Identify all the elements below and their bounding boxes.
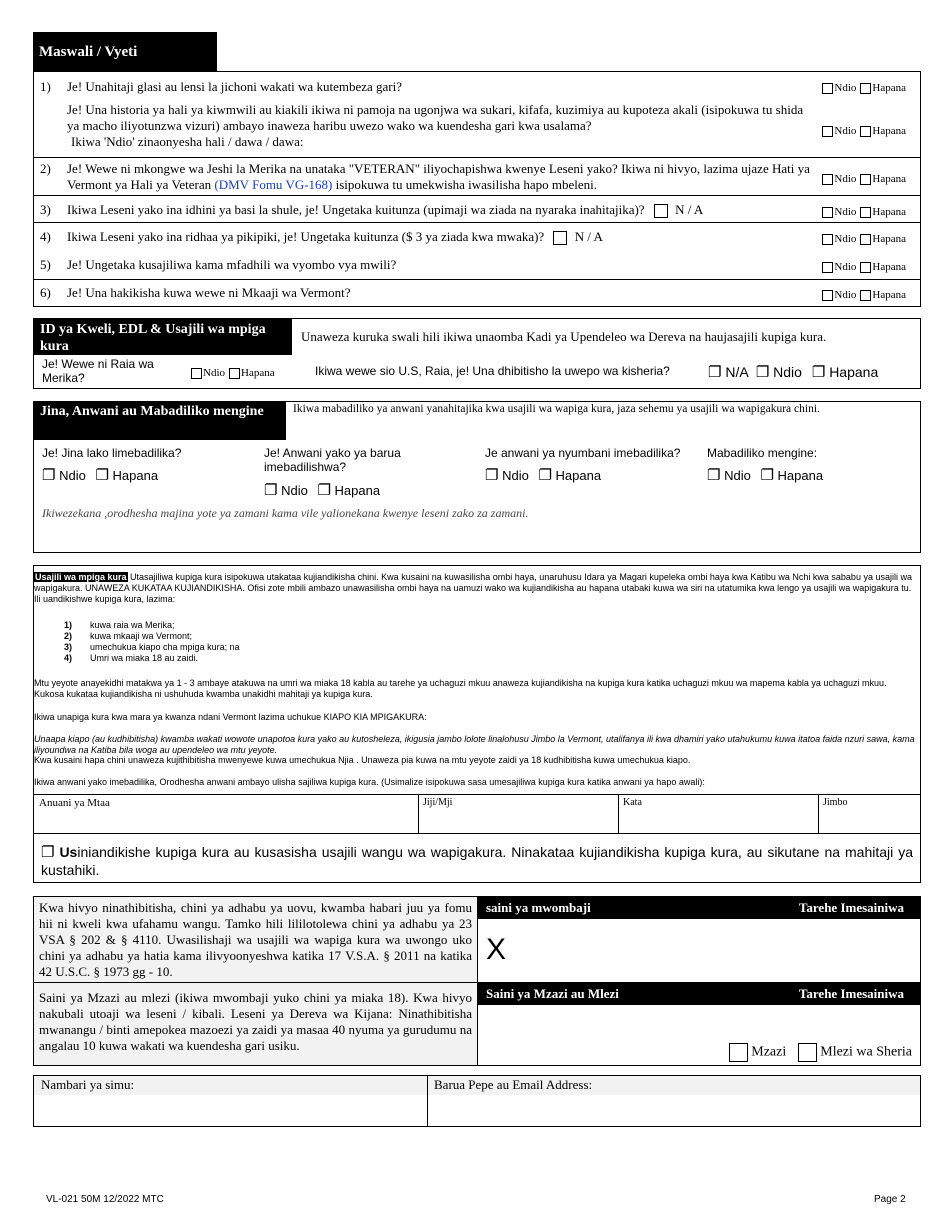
yes-checkbox[interactable]: ❐ (42, 466, 56, 484)
state-field[interactable]: Jimbo (823, 797, 848, 808)
voter-paragraph-4: Ikiwa anwani yako imebadilika, Orodhesha anwani ambayo ulisha sajiliwa kupiga kura. (Usimalize isipokuwa sasa umesajiliwa kupiga kura katika anwani ya hapo awali): (34, 777, 705, 787)
question-number: 5) (40, 257, 51, 272)
yes-no-pair: Ndio Hapana (822, 286, 910, 304)
question-text: Je! Una hakikisha kuwa wewe ni Mkaaji wa Vermont? (67, 285, 351, 300)
na-checkbox[interactable] (654, 204, 668, 218)
decline-registration: ❐ Usiniandikishe kupiga kura au kusasisha usajili wangu wa wapigakura. Ninakataa kujiandikisha kupiga kura, au sikutane na mahitaji ya kustahiki. (41, 843, 913, 878)
email-label: Barua Pepe au Email Address: (428, 1076, 920, 1095)
yes-no-pair: Ndio Hapana (822, 258, 910, 276)
no-checkbox[interactable]: ❐ (760, 466, 774, 484)
certification-text: Kwa hivyo ninathibitisha, chini ya adhabu ya uovu, kwamba habari juu ya fomu hii ni kweli kwa ufahamu wangu. Tamko hili lililotolewa chini ya adhabu ya 23 VSA § 202 & § 4110. Uwasilishaji wa usajili wa wapiga kura wa uwongo uko chini ya adhabu ya hatia kama ilivyoonyeshwa katika 17 V.S.A. § 2011 na katika 42 U.S.C. § 1973 gg - 10. (34, 897, 478, 983)
question-number: 4) (40, 229, 51, 244)
no-checkbox[interactable]: ❐ (538, 466, 552, 484)
yes-no-pair: Ndio Hapana (822, 79, 910, 97)
no-checkbox[interactable]: ❐ (95, 466, 109, 484)
applicant-signature-header: saini ya mwombaji Tarehe Imesainiwa (478, 897, 920, 919)
other-changes-question: Mabadiliko mengine: (707, 446, 818, 460)
questions-section (33, 71, 921, 307)
voter-registration-tag: Usajili wa mpiga kura (35, 572, 127, 582)
section-header-real-id: ID ya Kweli, EDL & Usajili wa mpiga kura (34, 319, 292, 355)
question-text: Ikiwa Leseni yako ina idhini ya basi la shule, je! Ungetaka kuitunza (upimaji wa ziada na nyaraka inahitajika)? N / A (67, 202, 704, 217)
yes-no-pair: Ndio Hapana (822, 122, 910, 140)
no-checkbox[interactable] (860, 207, 871, 218)
voter-registration-section (33, 565, 921, 883)
requirement-item: 3) umechukua kiapo cha mpiga kura; na (64, 642, 240, 652)
name-address-section (33, 401, 921, 553)
voter-paragraph-3: Kwa kusaini hapa chini unaweza kujithibitisha mwenyewe kuwa umechukua Njia . Unaweza pia kuwa na mtu yeyote zaidi ya 18 kudhibitisha kuwa umechukua kiapo. (34, 755, 691, 765)
home-address-options: ❐ Ndio ❐ Hapana (485, 466, 602, 484)
mail-address-question: Je! Anwani yako ya barua imebadilishwa? (264, 446, 401, 474)
real-id-note: Unaweza kuruka swali hili ikiwa unaomba Kadi ya Upendeleo wa Dereva na haujasajili kupiga kura. (301, 329, 827, 344)
page-number: Page 2 (874, 1194, 906, 1205)
no-checkbox[interactable] (229, 368, 240, 379)
section-header-name-address: Jina, Anwani au Mabadiliko mengine (34, 402, 286, 440)
voter-paragraph-1: Mtu yeyote anayekidhi matakwa ya 1 - 3 ambaye atakuwa na umri wa miaka 18 kabla au tarehe ya uchaguzi mkuu anaweza kujiandikisha na kupiga kura katika uchaguzi mkuu wa mapema kabla ya uchaguzi mkuu. Kukosa kukataa kujiandikisha ni ushuhuda kwamba unakidhi mahitaji ya kupiga kura. (34, 678, 887, 699)
yes-no-pair: Ndio Hapana (822, 230, 910, 248)
no-checkbox[interactable]: ❐ (317, 481, 331, 499)
question-text: Ikiwa Leseni yako ina ridhaa ya pikipiki, je! Ungetaka kuitunza ($ 3 ya ziada kwa mwaka)? N / A (67, 229, 603, 244)
name-changed-question: Je! Jina lako limebadilika? (42, 446, 182, 460)
question-text: Je! Una historia ya hali ya kiwmwili au kiakili ikiwa ni pamoja na ugonjwa wa sukari, kifafa, kuzimiya au kupoteza akali (isipokuwa tu shida ya macho iliyotunzwa vizuri) ambayo inaweza haribu uwezo wako wa kuendesha gari kwa usalama? (67, 102, 804, 133)
name-address-note: Ikiwa mabadiliko ya anwani yanahitajika kwa usajili wa wapiga kura, jaza sehemu ya usajili wa wapigakura chini. (293, 403, 820, 415)
phone-label: Nambari ya simu: (34, 1076, 427, 1095)
city-field[interactable]: Jiji/Mji (419, 795, 619, 833)
yes-no-pair: Ndio Hapana (822, 170, 910, 188)
no-checkbox[interactable] (860, 234, 871, 245)
no-checkbox[interactable] (860, 83, 871, 94)
question-text: Je! Ungetaka kusajiliwa kama mfadhili wa vyombo vya mwili? (67, 257, 397, 272)
dmv-form-link[interactable]: (DMV Fomu VG-168) (214, 177, 333, 192)
street-address-field[interactable]: Anuani ya Mtaa (34, 795, 419, 833)
previous-names-instruction: Ikiwezekana ,orodhesha majina yote ya zamani kama vile yalionekana kwenye leseni zako za zamani. (42, 506, 529, 520)
question-number: 2) (40, 161, 51, 176)
voter-paragraph-2: Ikiwa unapiga kura kwa mara ya kwanza ndani Vermont lazima uchukue KIAPO KIA MPIGAKURA: (34, 712, 427, 722)
citizen-yes-no: Ndio Hapana (191, 364, 279, 382)
no-checkbox[interactable] (860, 290, 871, 301)
question-subtext: Ikiwa 'Ndio' zinaonyesha hali / dawa / dawa: (71, 134, 304, 149)
yes-no-pair: Ndio Hapana (822, 203, 910, 221)
yes-checkbox[interactable] (822, 83, 833, 94)
county-field[interactable]: Kata (619, 795, 819, 833)
legal-guardian-checkbox[interactable] (798, 1043, 817, 1062)
question-number: 6) (40, 285, 51, 300)
yes-checkbox[interactable] (822, 174, 833, 185)
certification-section (33, 896, 921, 1066)
question-row-4-5 (34, 223, 920, 280)
real-id-section (33, 318, 921, 389)
parent-checkbox[interactable] (729, 1043, 748, 1062)
question-row-1 (34, 72, 920, 158)
requirement-item: 2) kuwa mkaaji wa Vermont; (64, 631, 193, 641)
requirement-item: 4) Umri wa miaka 18 au zaidi. (64, 653, 199, 663)
applicant-signature-field[interactable]: X (478, 919, 920, 983)
question-text: Je! Unahitaji glasi au lensi la jichoni wakati wa kutembeza gari? (67, 79, 402, 94)
section-header-questions: Maswali / Vyeti (33, 32, 217, 72)
question-number: 3) (40, 202, 51, 217)
voter-oath: Unaapa kiapo (au kudhibitisha) kwamba wakati wowote unapotoa kura yako au kutosheleza, ikigusia jambo lolote linalohusu Jimbo la Vermont, utalifanya ili kwa dhamiri yako utahukumu kuwa itatoa faida nzuri sawa, kama iliyoundwa na Katiba bila woga au upendeleo wa mtu yeyote. (34, 734, 915, 755)
question-number: 1) (40, 79, 51, 94)
voter-requirements (64, 620, 464, 664)
question-text: Je! Wewe ni mkongwe wa Jeshi la Merika na unataka "VETERAN" iliyochapishwa kwenye Leseni yako? Ikiwa ni hivyo, lazima ujaze Hati ya Vermont ya Hali ya Veteran (DMV Fomu VG-168) isipokuwa tu umekwisha iwasilisha hapo mbeleni. (67, 161, 810, 192)
previous-address-row (34, 794, 920, 834)
voter-intro: Usajili wa mpiga kura Utasajiliwa kupiga kura isipokuwa utakataa kujiandikisha chini. Kwa kusaini na kuwasilisha ombi haya, unaruhusu Idara ya Magari kupeleka ombi haya kwa Katibu wa Nchi kwa sababu ya usajili wa wapigakura. UNAWEZA KUKATAA KUJIANDIKISHA. Ofisi zote mbili ambazo unawasilisha ombi haya na uamuzi wako wa kujiandikisha au hapana utabaki kuwa wa siri na utatumika kwa lengo ya usajili wa wapigakura tu. Ili uandikishwe kupiga kura, lazima: (34, 572, 912, 604)
home-address-question: Je anwani ya nyumbani imebadilika? (485, 446, 681, 460)
requirement-item: 1) kuwa raia wa Merika; (64, 620, 175, 630)
na-checkbox[interactable]: ❐ (708, 363, 722, 381)
yes-checkbox[interactable] (822, 126, 833, 137)
no-checkbox[interactable] (860, 126, 871, 137)
question-row-6 (34, 280, 920, 307)
yes-checkbox[interactable] (191, 368, 202, 379)
previous-names-field[interactable] (42, 524, 912, 548)
form-id: VL-021 50M 12/2022 MTC (46, 1194, 164, 1205)
no-checkbox[interactable]: ❐ (811, 363, 826, 381)
name-changed-options: ❐ Ndio ❐ Hapana (42, 466, 159, 484)
no-checkbox[interactable] (860, 174, 871, 185)
yes-checkbox[interactable]: ❐ (755, 363, 770, 381)
citizen-question: Je! Wewe ni Raia wa Merika? (42, 357, 154, 385)
na-checkbox[interactable] (553, 231, 567, 245)
yes-checkbox[interactable] (822, 207, 833, 218)
yes-checkbox[interactable] (822, 262, 833, 273)
yes-checkbox[interactable]: ❐ (264, 481, 278, 499)
noncitizen-question: Ikiwa wewe sio U.S, Raia, je! Una dhibitisho la uwepo wa kisheria? (315, 364, 670, 378)
yes-checkbox[interactable] (822, 290, 833, 301)
yes-checkbox[interactable] (822, 234, 833, 245)
yes-checkbox[interactable]: ❐ (485, 466, 499, 484)
no-checkbox[interactable] (860, 262, 871, 273)
contact-section (33, 1075, 921, 1127)
phone-field[interactable] (34, 1076, 428, 1126)
parent-consent-text: Saini ya Mzazi au mlezi (ikiwa mwombaji yuko chini ya miaka 18). Kwa hivyo nakubali utoaji wa leseni / kibali. Leseni ya Dereva wa Kijana: Ninathibitisha mwanangu / binti amepokea mazoezi ya zaidi ya masaa 40 nyuma ya gurudumu na angalau 10 kuwa wakati wa kuendesha gari usiku. (34, 983, 478, 1065)
other-changes-options: ❐ Ndio ❐ Hapana (707, 466, 824, 484)
noncitizen-options: ❐ N/A ❐ Ndio ❐ Hapana (708, 363, 879, 381)
parent-signature-header: Saini ya Mzazi au Mlezi Tarehe Imesainiwa (478, 983, 920, 1005)
decline-checkbox[interactable]: ❐ (41, 843, 55, 861)
yes-checkbox[interactable]: ❐ (707, 466, 721, 484)
question-row-3 (34, 196, 920, 223)
guardian-type-options: Mzazi Mlezi wa Sheria (729, 1043, 912, 1062)
question-row-2 (34, 158, 920, 196)
mail-address-options: ❐ Ndio ❐ Hapana (264, 481, 381, 499)
email-field[interactable] (428, 1076, 920, 1126)
